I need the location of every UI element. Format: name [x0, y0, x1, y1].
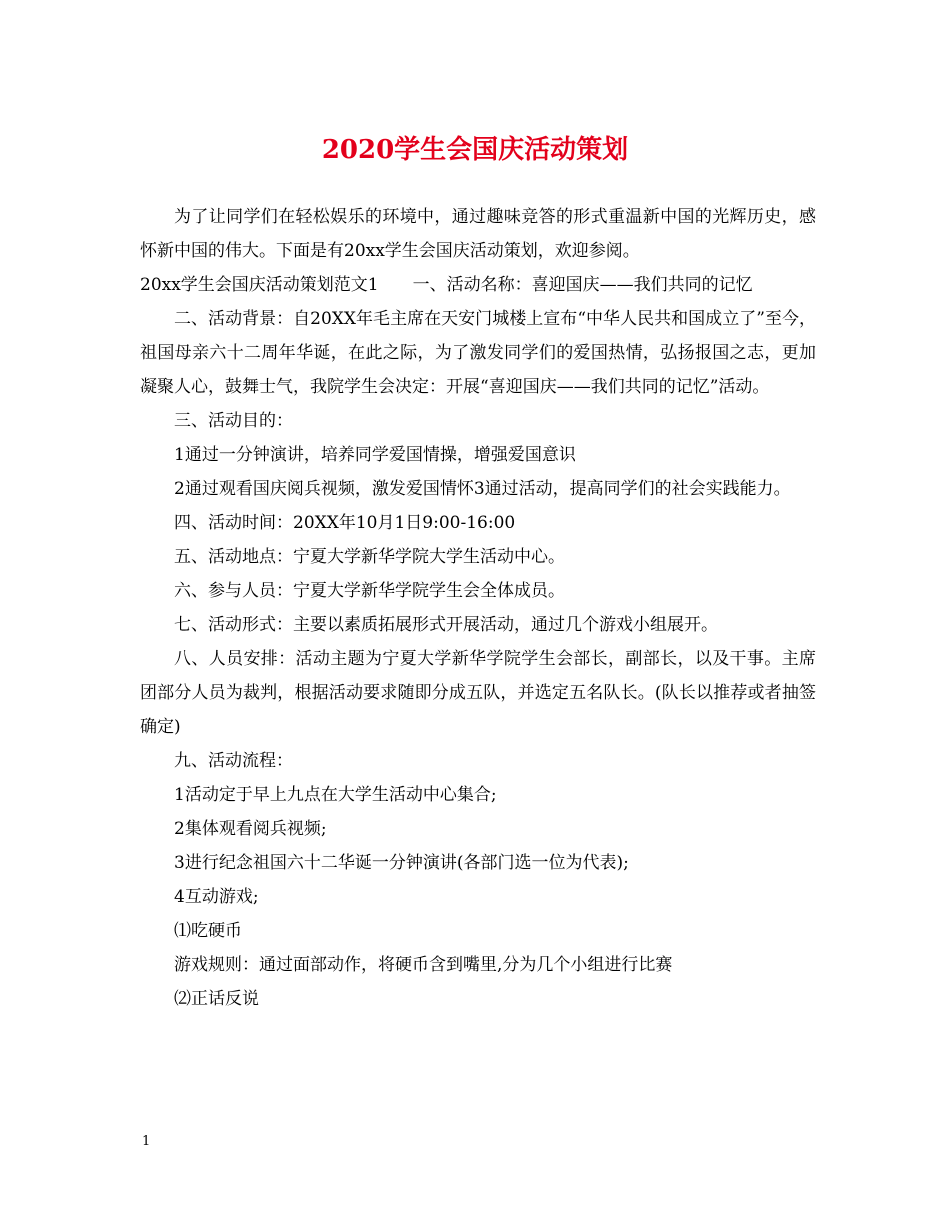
- process-item-4: 4互动游戏;: [174, 887, 259, 907]
- page-number: 1: [142, 1134, 151, 1149]
- document-title: 2020学生会国庆活动策划: [321, 135, 629, 165]
- process-item-2: 2集体观看阅兵视频;: [174, 819, 327, 839]
- activity-background-paragraph: 二、活动背景：自20XX年毛主席在天安门城楼上宣布“中华人民共和国成立了”至今，祖国母亲六十二周年华诞，在此之际，为了激发同学们的爱国热情，弘扬报国之志，更加凝聚人心，鼓舞士气，我院学生会决定：开展“喜迎国庆——我们共同的记忆”活动。: [140, 309, 816, 397]
- purpose-item-2: 2通过观看国庆阅兵视频，激发爱国情怀3通过活动，提高同学们的社会实践能力。: [174, 479, 791, 499]
- activity-location-paragraph: 五、活动地点：宁夏大学新华学院大学生活动中心。: [174, 547, 565, 567]
- game-rule-paragraph: 游戏规则：通过面部动作，将硬币含到嘴里,分为几个小组进行比赛: [174, 955, 673, 975]
- process-item-1: 1活动定于早上九点在大学生活动中心集合;: [174, 785, 497, 805]
- game-item-1: ⑴吃硬币: [174, 921, 242, 941]
- process-item-3: 3进行纪念祖国六十二华诞一分钟演讲(各部门选一位为代表);: [174, 853, 629, 873]
- intro-paragraph: 为了让同学们在轻松娱乐的环境中，通过趣味竞答的形式重温新中国的光辉历史，感怀新中国的伟大。下面是有20xx学生会国庆活动策划，欢迎参阅。: [140, 207, 816, 261]
- staffing-paragraph: 八、人员安排：活动主题为宁夏大学新华学院学生会部长，副部长，以及干事。主席团部分人员为裁判，根据活动要求随即分成五队，并选定五名队长。(队长以推荐或者抽签确定): [140, 649, 816, 737]
- activity-format-paragraph: 七、活动形式：主要以素质拓展形式开展活动，通过几个游戏小组展开。: [174, 615, 718, 635]
- activity-process-heading: 九、活动流程：: [174, 751, 293, 771]
- activity-purpose-heading: 三、活动目的：: [174, 411, 293, 431]
- purpose-item-1: 1通过一分钟演讲，培养同学爱国情操，增强爱国意识: [174, 445, 576, 465]
- game-item-2: ⑵正话反说: [174, 989, 259, 1009]
- activity-time-paragraph: 四、活动时间：20XX年10月1日9:00-16:00: [174, 513, 516, 533]
- participants-paragraph: 六、参与人员：宁夏大学新华学院学生会全体成员。: [174, 581, 565, 601]
- activity-name-paragraph: 20xx学生会国庆活动策划范文1 一、活动名称：喜迎国庆——我们共同的记忆: [140, 275, 753, 295]
- document-body: [140, 200, 816, 1016]
